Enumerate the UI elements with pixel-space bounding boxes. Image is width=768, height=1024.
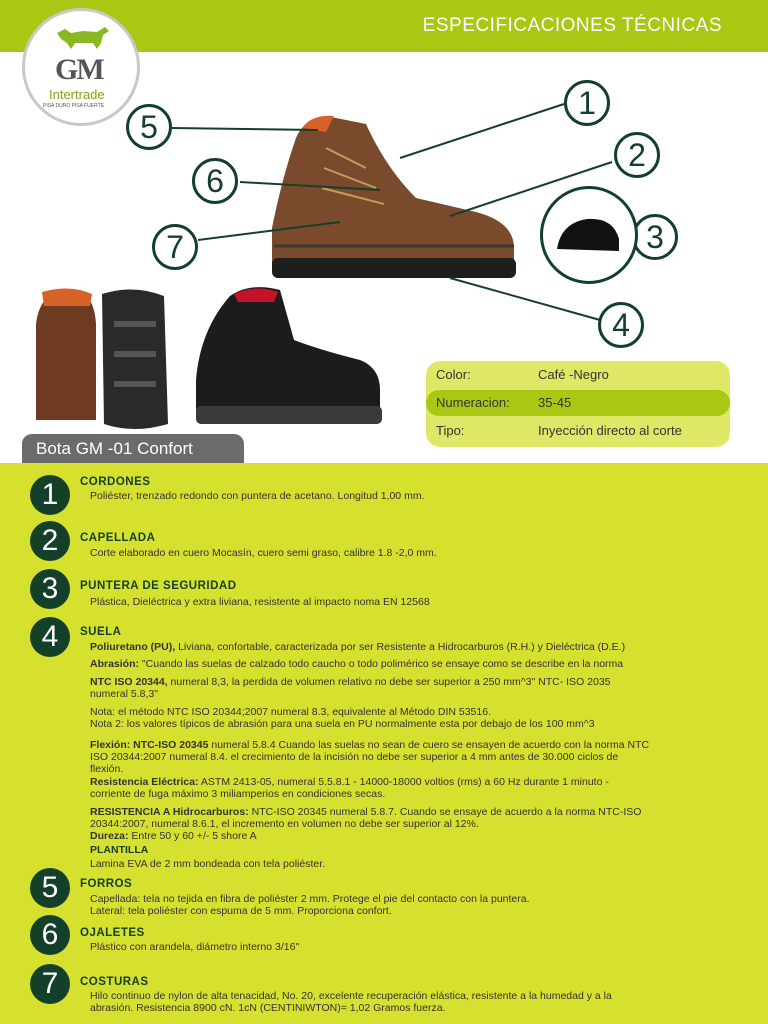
suela-hidrocarburos	[90, 806, 641, 818]
section-number-6: 6	[30, 915, 70, 955]
section-number-1: 1	[30, 475, 70, 515]
product-name-tab: Bota GM -01 Confort	[22, 434, 244, 464]
logo-tagline: PISA DURO PISA FUERTE	[43, 103, 105, 109]
suela-electrica-text: ASTM 2413-05, numeral 5.5.8.1 - 14000-18000 voltios (rms) a 60 Hz durante 1 minuto -	[198, 776, 609, 788]
toecap-icon	[543, 189, 635, 281]
costuras-line2: abrasión. Resistencia 8900 cN. 1cN (CENTINIWTON)= 1,02 Gramos fuerza.	[90, 1002, 446, 1014]
section-text-cordones: Poliéster, trenzado redondo con puntera de acetano. Longitud 1,00 mm.	[90, 490, 425, 502]
section-text-capellada: Corte elaborado en cuero Mocasín, cuero semi graso, calibre 1.8 -2,0 mm.	[90, 547, 437, 559]
callout-4: 4	[598, 302, 644, 348]
section-title-cordones: CORDONES	[80, 476, 151, 488]
suela-ntc	[90, 676, 611, 688]
suela-abrasion-label: Abrasión:	[90, 658, 140, 670]
plantilla-title: PLANTILLA	[90, 844, 149, 856]
spec-value: Café -Negro	[538, 367, 609, 382]
costuras-line1: Hilo continuo de nylon de alta tenacidad, No. 20, excelente recuperación elástica, resistente a la humedad y a la	[90, 990, 612, 1002]
suela-electrica-line2: corriente de fuga máximo 3 miliamperios en condiciones secas.	[90, 788, 386, 800]
suela-electrica	[90, 776, 609, 788]
forros-line1: Capellada: tela no tejida en fibra de poliéster 2 mm. Protege el pie del contacto con la puntera.	[90, 893, 530, 905]
brown-boot-pair-image	[30, 284, 174, 434]
suela-ntc-label: NTC ISO 20344,	[90, 676, 168, 688]
spec-box	[426, 361, 730, 447]
logo-gm-text: GM	[55, 53, 103, 86]
section-text-ojaletes: Plástico con arandela, diámetro interno 3/16"	[90, 941, 300, 953]
safety-toecap-image	[540, 186, 638, 284]
section-number-2: 2	[30, 521, 70, 561]
spec-value: Inyección directo al corte	[538, 423, 682, 438]
spec-value: 35-45	[538, 395, 572, 410]
callout-1: 1	[564, 80, 610, 126]
callout-7: 7	[152, 224, 198, 270]
suela-flexion-text: numeral 5.8.4 Cuando las suelas no sean de cuero se ensayen de acuerdo con la norma NTC	[208, 739, 650, 751]
suela-nota2: Nota 2: los valores típicos de abrasión para una suela en PU normalmente esta por debajo de los 100 mm^3	[90, 718, 595, 730]
spec-label: Color:	[436, 367, 471, 382]
suela-hidrocarburos-label: RESISTENCIA A Hidrocarburos:	[90, 806, 249, 818]
suela-hidrocarburos-text: NTC-ISO 20345 numeral 5.8.7. Cuando se ensaye de acuerdo a la norma NTC-ISO	[248, 806, 642, 818]
section-number-4: 4	[30, 617, 70, 657]
forros-line2: Lateral: tela poliéster con espuma de 5 mm. Proporciona confort.	[90, 905, 392, 917]
suela-ntc-text: numeral 8,3, la perdida de volumen relativo no debe ser superior a 250 mm^3" NTC- ISO 2035	[167, 676, 611, 688]
suela-nota1: Nota: el método NTC ISO 20344;2007 numeral 8.3, equivalente al Método DIN 53516.	[90, 706, 491, 718]
suela-dureza-label: Dureza:	[90, 830, 129, 842]
suela-pu	[90, 641, 625, 653]
black-boot-image	[190, 280, 386, 432]
page-title: ESPECIFICACIONES TÉCNICAS	[422, 15, 722, 36]
spec-row-numeracion	[426, 390, 730, 416]
suela-ntc-line2: numeral 5.8,3"	[90, 688, 158, 700]
section-title-ojaletes: OJALETES	[80, 927, 145, 939]
section-title-puntera: PUNTERA DE SEGURIDAD	[80, 580, 237, 592]
suela-flexion-label: Flexión: NTC-ISO 20345	[90, 739, 209, 751]
suela-dureza	[90, 830, 257, 842]
callout-6: 6	[192, 158, 238, 204]
suela-flexion-line3: flexión.	[90, 763, 124, 775]
suela-flexion	[90, 739, 649, 751]
section-number-5: 5	[30, 868, 70, 908]
spec-row-color	[426, 362, 730, 388]
plantilla-text: Lamina EVA de 2 mm bondeada con tela poliéster.	[90, 858, 326, 870]
suela-electrica-label: Resistencia Eléctrica:	[90, 776, 199, 788]
suela-dureza-text: Entre 50 y 60 +/- 5 shore A	[128, 830, 257, 842]
suela-abrasion	[90, 658, 623, 670]
spec-label: Numeracion:	[436, 395, 510, 410]
suela-pu-text: Liviana, confortable, caracterizada por ser Resistente a Hidrocarburos (R.H.) y Dieléctrica (D.E.)	[175, 641, 626, 653]
section-title-capellada: CAPELLADA	[80, 532, 156, 544]
section-number-7: 7	[30, 964, 70, 1004]
suela-flexion-line2: ISO 20344:2007 numeral 8.4. el crecimiento de la incisión no debe ser superior a 4 mm antes de 30.000 ciclos de	[90, 751, 619, 763]
spec-label: Tipo:	[436, 423, 465, 438]
callout-3: 3	[632, 214, 678, 260]
section-number-3: 3	[30, 569, 70, 609]
callout-5: 5	[126, 104, 172, 150]
section-title-forros: FORROS	[80, 878, 133, 890]
spec-row-tipo	[426, 418, 730, 444]
section-text-puntera: Plástica, Dieléctrica y extra liviana, resistente al impacto noma EN 12568	[90, 596, 430, 608]
callout-2: 2	[614, 132, 660, 178]
suela-abrasion-text: "Cuando las suelas de calzado todo caucho o todo polimérico se ensaye como se describe en la norma	[139, 658, 624, 670]
section-title-costuras: COSTURAS	[80, 976, 149, 988]
suela-pu-label: Poliuretano (PU),	[90, 641, 176, 653]
section-title-suela: SUELA	[80, 626, 122, 638]
logo-intertrade-text: Intertrade	[49, 87, 105, 102]
suela-hidrocarburos-line2: 20344:2007, numeral 8.6.1, el incremento en volumen no debe ser superior al 12%.	[90, 818, 479, 830]
